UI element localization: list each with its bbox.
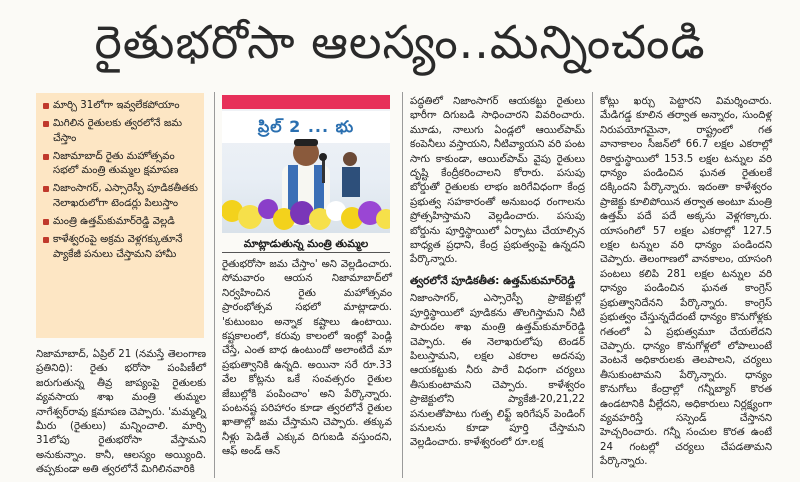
highlight-item: నిజాంసాగర్‌, ఎస్సారెస్పీ పూడికతీతకు నెలాఖరులోగా టెండర్లు పిలుస్తాం [42, 182, 198, 211]
headline: రైతుభరోసా ఆలస్యం..మన్నించండి [94, 15, 706, 69]
paragraph: నిజామాబాద్‌, ఏప్రిల్‌ 21 (నమస్తే తెలంగాణ ప్రతినిధి): రైతు భరోసా పంపిణీలో జరుగుతున్న తీవ్ర జాప్యంపై రైతులకు వ్యవసాయ శాఖ మంత్రి తుమ్మల నాగేశ్వర్‌రావు క్షమాపణ చెప్పారు. 'మమ్మల్ని మీరు (రైతులు) మన్నించాలి. మార్చి 31లోపు రైతుభరోసా వేస్తామని అనుకున్నాం. కానీ, ఆలస్యం అయ్యింది. తప్పకుండా అతి త్వరలోనే మిగిలినవారికి [36, 349, 206, 476]
subheading [410, 274, 585, 288]
paragraph: పద్ధతిలో నిజాంసాగర్‌ ఆయకట్టు రైతులు భారీగా దిగుబడి సాధించారని వివరించారు. మూడు, నాలుగు ఏండ్లలో ఆయిల్‌పామ్‌ కంపెనీలు వస్తాయని, నీటివ్యాయని వరి పంట సాగు కాకుండా, ఆయిల్‌పామ్‌ వైపు రైతులు దృష్టి కేంద్రీకరించాలని కోరారు. పసుపు బోర్డుతో రైతులకు లాభం జరిగేవిధంగా కేంద్ర ప్రభుత్వ సహకారంతో అనుబంధ రంగాలను ప్రోత్సహిస్తామని వెల్లడించారు. పసుపు బోర్డును పూర్తిస్థాయిలో ఏర్పాటు చేయాల్సిన బాధ్యత ప్రధాని, కేంద్ర ప్రభుత్వంపై ఉన్నదని పేర్కొన్నారు. [410, 96, 585, 266]
article-column-4 [600, 95, 772, 470]
highlight-item: కాళేశ్వరంపై అక్రమ వెళ్లగక్కుతూనే ప్యాకేజీ పనులు చేస్తామని హామీ [42, 233, 198, 262]
column-divider [214, 92, 215, 478]
paragraph: కోట్లు ఖర్చు పెట్టారని విమర్శించారు. మేడిగడ్డ కూలిన తర్వాత అన్నారం, సుందిళ్ల నిరుపయోగమైనా, రాష్ట్రంలో గత వానాకాలం సీజన్‌లో 66.7 లక్షల ఎకరాల్లో రికార్డుస్థాయిలో 153.5 లక్షల టన్నుల వరి ధాన్యం పండించిన ఘనత రైతులకే దక్కిందని పేర్కొన్నారు. ఇదంతా కాళేశ్వరం ప్రాజెక్టు కూలిపోయిన తర్వాత అంటూ మంత్రి ఉత్తమ్‌ పదే పదే అక్కసు వెళ్లగక్కారు. యాసంగిలో 57 లక్షల ఎకరాల్లో 127.5 లక్షల టన్నుల వరి ధాన్యం పండిందని చెప్పారు. తెలంగాణలో వానకాలం, యాసంగి పంటలు కలిపి 281 లక్షల టన్నుల వరి ధాన్యం పండించిన ఘనత కాంగ్రెస్‌ ప్రభుత్వానిదేనని పేర్కొన్నారు. కాంగ్రెస్‌ ప్రభుత్వం చేస్తున్నదేదంటే ధాన్యం కొనుగోళ్లకు గతంలో ఏ ప్రభుత్వమూ చేయలేదని చెప్పారు. ధాన్యం కొనుగోళ్లలో లోపాలుంటే వెంటనే అధికారులకు తెలపాలని, చర్యలు తీసుకుంటామని పేర్కొన్నారు. ధాన్యం కొనుగోలు కేంద్రాల్లో గన్నీబ్యాగ్‌ కొరత ఉండటానికి వీల్లేదని, అధికారులు నిర్లక్ష్యంగా వ్యవహరిస్తే సస్పెండ్‌ చేస్తానని హెచ్చరించారు. గన్నీ సంచుల కొరత ఉంటే 24 గంటల్లో చర్యలు చేపడతామని పేర్కొన్నారు. [600, 96, 772, 468]
column-divider [592, 92, 593, 478]
minister-photo [222, 95, 390, 233]
article-column-2 [222, 258, 392, 460]
subheading-tag: త్వరలోనే పూడికతీత: [410, 274, 500, 287]
stage-banner-text: ప్రిల్ 2 ... భు [222, 111, 390, 143]
article-column-1 [36, 348, 206, 478]
paragraph: నిజాంసాగర్‌, ఎస్సారెస్పీ ప్రాజెక్టుల్లో పూర్తిస్థాయిలో పూడికను తొలగిస్తామని నీటి పారుదల శాఖ మంత్రి ఉత్తమ్‌కుమార్‌రెడ్డి చెప్పారు. ఈ నెలాఖరులోపు టెండర్‌ పిలుస్తామని, లక్షల ఎకరాల అదనపు ఆయకట్టుకు నీరు పారే విధంగా చర్యలు తీసుకుంటామని చెప్పారు. కాళేశ్వరం ప్రాజెక్టులోని ప్యాకేజీ-20,21,22 పనులతోపాటు గుత్ప లిఫ్ట్‌ ఇరిగేషన్‌ పెండింగ్‌ పనులను కూడా పూర్తి చేస్తామని వెల్లడించారు. కాళేశ్వరంలో రూ.లక్ష [410, 293, 585, 449]
flower-garland [222, 191, 390, 233]
paragraph: రైతుభరోసా జమ చేస్తాం' అని వెల్లడించారు. సోమవారం ఆయన నిజామాబాద్‌లో నిర్వహించిన రైతు మహోత్సవం ప్రారంభోత్సవ సభలో మాట్లాడారు. 'కుటుంబం అన్నాక కష్టాలు ఉంటాయి. కష్టకాలంలో, కరువు కాలంలో ఇంట్లో పెండ్లి చేస్తే, ఎంత బాధ ఉంటుందో అలాంటిదే మా ప్రభుత్వానికి ఉన్నది. అయినా సరే రూ.33 వేల కోట్లను ఒకే సంవత్సరం రైతుల జేబుల్లోకి పంపించాం' అని పేర్కొన్నారు. పంటనష్ట పరిహారం కూడా త్వరలోనే రైతుల ఖాతాల్లో జమ చేస్తామని చెప్పారు. తక్కువ నీళ్లు పెడితే ఎక్కువ దిగుబడి వస్తుందని, ఆఫ్‌ అండ్‌ ఆన్‌ [222, 259, 392, 458]
highlight-item: మంత్రి ఉత్తమ్‌కుమార్‌రెడ్డి వెల్లడి [42, 215, 198, 229]
column-divider [402, 92, 403, 478]
highlight-item: మార్చి 31లోగా ఇవ్వలేకపోయాం [42, 99, 198, 113]
subheading-name: ఉత్తమ్‌కుమార్‌రెడ్డి [503, 274, 576, 287]
photo-caption: మాట్లాడుతున్న మంత్రి తుమ్మల [222, 236, 390, 253]
highlight-item: నిజామాబాద్‌ రైతు మహోత్సవం సభలో మంత్రి తుమ్మల క్షమాపణ [42, 150, 198, 179]
highlight-item: మిగిలిన రైతులకు త్వరలోనే జమ చేస్తాం [42, 117, 198, 146]
article-column-3 [410, 95, 585, 451]
highlights-box [36, 93, 204, 338]
